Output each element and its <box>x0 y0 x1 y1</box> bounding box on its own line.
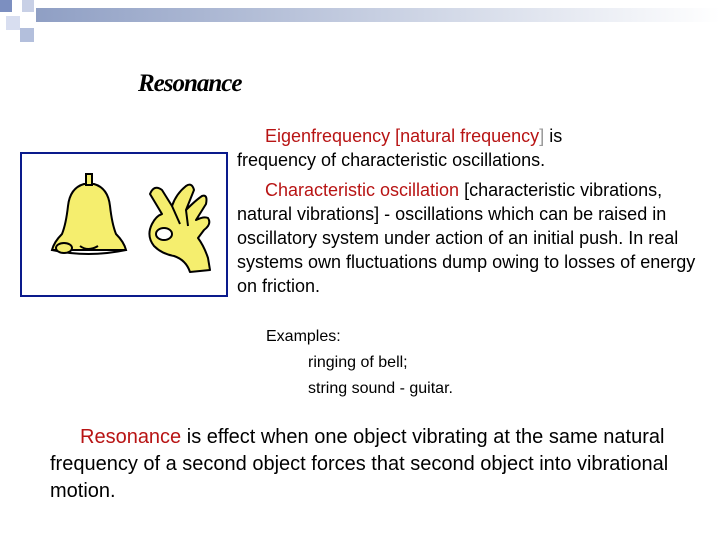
bell-icon <box>52 174 126 254</box>
eigenfrequency-paragraph <box>237 124 707 172</box>
slide-decoration <box>0 0 720 48</box>
example-item: ringing of bell; <box>308 354 408 371</box>
bracket-close: ] <box>539 126 545 146</box>
ok-hand-icon <box>149 185 210 272</box>
illustration-frame <box>20 152 228 297</box>
characteristic-term: Characteristic oscillation <box>265 180 460 200</box>
eigenfrequency-line2: frequency of characteristic oscillations. <box>237 150 546 170</box>
slide-title: Resonance <box>138 70 242 97</box>
characteristic-rest: vibrations, natural vibrations] - oscillations which can be raised in oscillatory system under action of an initial push. In real systems own fluctuations dump owing to losses of energy on friction. <box>237 180 696 296</box>
characteristic-oscillation-paragraph <box>237 178 707 298</box>
example-item: string sound - guitar. <box>308 380 453 397</box>
illustration <box>22 154 226 295</box>
eigenfrequency-rest: is <box>544 126 563 146</box>
characteristic-bracket: [characteristic <box>459 180 576 200</box>
resonance-definition <box>50 424 670 505</box>
examples-label: Examples: <box>266 328 341 345</box>
resonance-term: Resonance <box>80 426 182 448</box>
eigenfrequency-bracket: [natural frequency <box>390 126 540 146</box>
resonance-rest: is effect when one object vibrating at the same natural frequency of a second object forces that second object into vibrational motion. <box>50 426 669 502</box>
eigenfrequency-term: Eigenfrequency <box>265 126 391 146</box>
